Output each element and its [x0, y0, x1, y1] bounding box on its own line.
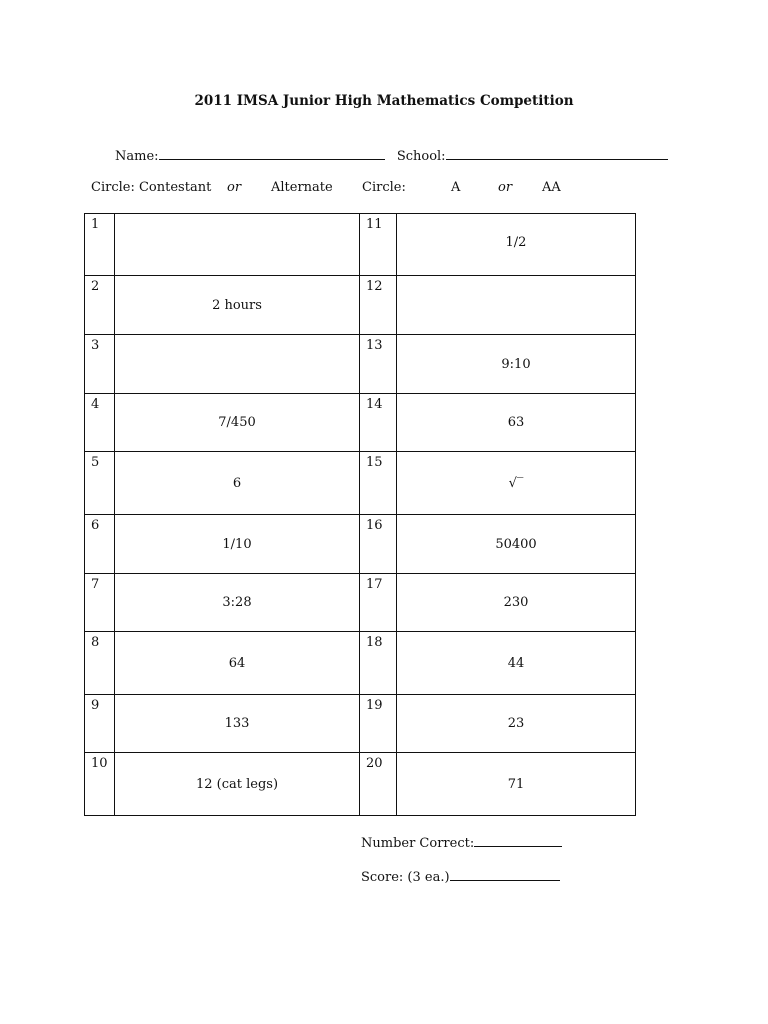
option-a[interactable]: A [451, 180, 461, 195]
question-number: 2 [85, 276, 115, 335]
name-label: Name: [115, 149, 159, 164]
question-number: 12 [360, 276, 397, 335]
answer-table [84, 213, 636, 816]
question-number: 5 [85, 452, 115, 515]
answer-row [85, 695, 636, 753]
answer-row [85, 452, 636, 515]
answer-row [85, 214, 636, 276]
page-title: 2011 IMSA Junior High Mathematics Competition [194, 93, 574, 109]
circle-row [91, 180, 211, 195]
number-correct-field[interactable] [474, 833, 562, 847]
answer-row [85, 574, 636, 632]
answer-row [85, 753, 636, 816]
answer-cell[interactable]: 50400 [397, 515, 636, 574]
score-label: Score: (3 ea.) [361, 870, 450, 885]
school-label: School: [396, 149, 446, 164]
answer-cell[interactable]: 71 [397, 753, 636, 816]
answer-cell[interactable]: 44 [397, 632, 636, 695]
answer-cell[interactable] [115, 335, 360, 394]
question-number: 8 [85, 632, 115, 695]
question-number: 7 [85, 574, 115, 632]
answer-cell[interactable] [397, 276, 636, 335]
score-row [361, 867, 560, 885]
answer-cell[interactable]: 12 (cat legs) [115, 753, 360, 816]
answer-row [85, 394, 636, 452]
question-number: 17 [360, 574, 397, 632]
answer-cell[interactable]: 7/450 [115, 394, 360, 452]
question-number: 9 [85, 695, 115, 753]
answer-cell[interactable]: 230 [397, 574, 636, 632]
question-number: 1 [85, 214, 115, 276]
answer-cell[interactable]: 6 [115, 452, 360, 515]
or-text-2: or [498, 180, 513, 195]
answer-cell[interactable]: √‾ [397, 452, 636, 515]
score-field[interactable] [450, 867, 560, 881]
question-number: 18 [360, 632, 397, 695]
number-correct-label: Number Correct: [361, 836, 475, 851]
question-number: 11 [360, 214, 397, 276]
alternate-option[interactable]: Alternate [271, 180, 333, 195]
answer-cell[interactable]: 64 [115, 632, 360, 695]
question-number: 16 [360, 515, 397, 574]
option-aa[interactable]: AA [542, 180, 561, 195]
question-number: 13 [360, 335, 397, 394]
contestant-option[interactable]: Contestant [138, 180, 212, 195]
answer-cell[interactable]: 23 [397, 695, 636, 753]
circle-label-1: Circle: [91, 180, 135, 195]
question-number: 6 [85, 515, 115, 574]
question-number: 3 [85, 335, 115, 394]
answer-cell[interactable]: 63 [397, 394, 636, 452]
answer-cell[interactable]: 1/10 [115, 515, 360, 574]
answer-cell[interactable]: 133 [115, 695, 360, 753]
or-text-1: or [227, 180, 242, 195]
answer-cell[interactable] [115, 214, 360, 276]
answer-row [85, 515, 636, 574]
question-number: 15 [360, 452, 397, 515]
answer-cell[interactable]: 3:28 [115, 574, 360, 632]
question-number: 20 [360, 753, 397, 816]
answer-cell[interactable]: 1/2 [397, 214, 636, 276]
answer-row [85, 335, 636, 394]
school-field[interactable] [446, 146, 668, 160]
question-number: 4 [85, 394, 115, 452]
question-number: 19 [360, 695, 397, 753]
number-correct-row [361, 833, 562, 851]
answer-cell[interactable]: 9:10 [397, 335, 636, 394]
question-number: 14 [360, 394, 397, 452]
name-field[interactable] [159, 146, 385, 160]
name-row [115, 146, 668, 164]
answer-row [85, 276, 636, 335]
question-number: 10 [85, 753, 115, 816]
answer-row [85, 632, 636, 695]
answer-cell[interactable]: 2 hours [115, 276, 360, 335]
circle-label-2: Circle: [362, 180, 406, 195]
